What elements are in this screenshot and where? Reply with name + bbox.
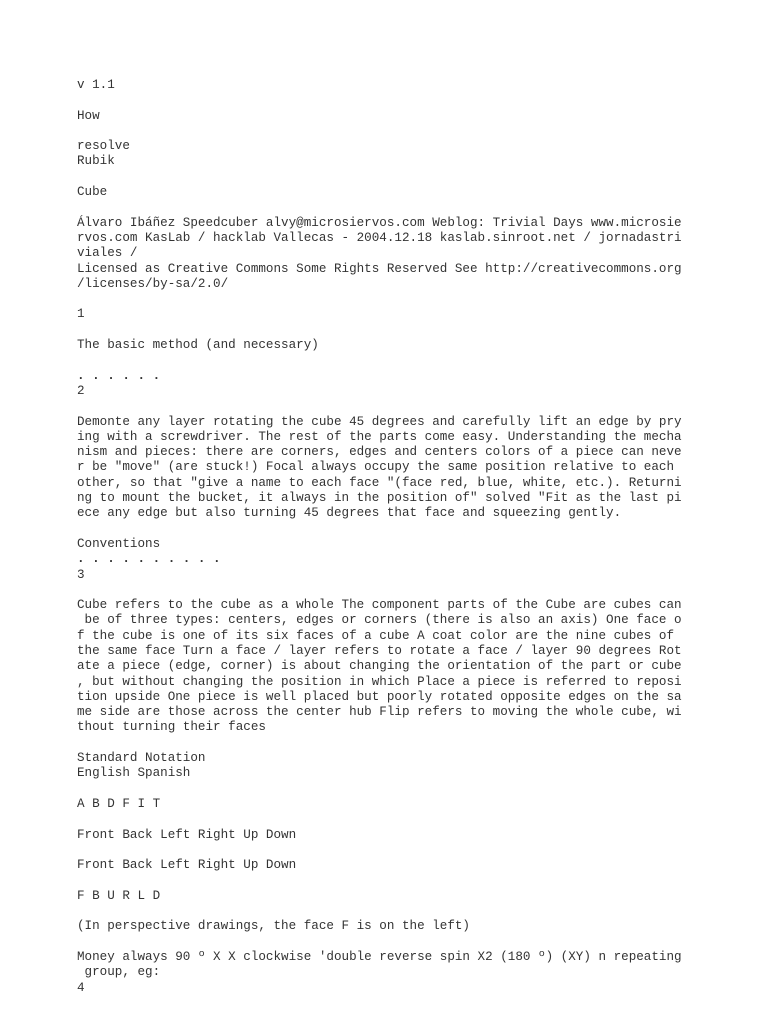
text-line: me side are those across the center hub Flip refers to moving the whole cube, wi (77, 705, 682, 720)
text-line: Front Back Left Right Up Down (77, 858, 297, 873)
text-line: ing with a screwdriver. The rest of the parts come easy. Understanding the mecha (77, 429, 682, 444)
text-line: ece any edge but also turning 45 degrees that face and squeezing gently. (77, 506, 622, 521)
text-line: Álvaro Ibáñez Speedcuber alvy@microsiervos.com Weblog: Trivial Days www.microsie (77, 215, 682, 230)
blank-line (77, 904, 697, 919)
text-line: Front Back Left Right Up Down (77, 827, 297, 842)
blank-line (77, 323, 697, 338)
text-line: The basic method (and necessary) (77, 338, 319, 353)
blank-line (77, 522, 697, 537)
blank-line (77, 399, 697, 414)
text-line: Demonte any layer rotating the cube 45 degrees and carefully lift an edge by pry (77, 414, 682, 429)
text-line: r be "move" (are stuck!) Focal always occupy the same position relative to each (77, 460, 675, 475)
text-line: F B U R L D (77, 888, 161, 903)
blank-line (77, 93, 697, 108)
dot-leader: . . . . . . . . . . (77, 552, 221, 567)
text-line: rvos.com KasLab / hacklab Vallecas - 2004.12.18 kaslab.sinroot.net / jornadastri (77, 230, 682, 245)
text-line: Conventions (77, 536, 161, 551)
text-line: English Spanish (77, 766, 191, 781)
text-line: Standard Notation (77, 751, 206, 766)
text-line: be of three types: centers, edges or corners (there is also an axis) One face o (77, 613, 682, 628)
blank-line (77, 353, 697, 368)
text-line: the same face Turn a face / layer refers to rotate a face / layer 90 degrees Rot (77, 643, 682, 658)
text-line: Cube (77, 185, 108, 200)
text-line: Rubik (77, 154, 115, 169)
document-page (77, 78, 697, 996)
page-number: 3 (77, 567, 85, 582)
text-line: group, eg: (77, 965, 161, 980)
text-line: ate a piece (edge, corner) is about changing the orientation of the part or cube (77, 659, 682, 674)
text-line: viales / (77, 246, 138, 261)
blank-line (77, 873, 697, 888)
text-line: thout turning their faces (77, 720, 266, 735)
text-line: Licensed as Creative Commons Some Rights Reserved See http://creativecommons.org (77, 261, 682, 276)
text-line: nism and pieces: there are corners, edges and centers colors of a piece can neve (77, 445, 682, 460)
blank-line (77, 782, 697, 797)
dot-leader: . . . . . . (77, 368, 161, 383)
text-line: v 1.1 (77, 78, 115, 92)
blank-line (77, 812, 697, 827)
blank-line (77, 736, 697, 751)
text-line: tion upside One piece is well placed but poorly rotated opposite edges on the sa (77, 689, 682, 704)
blank-line (77, 935, 697, 950)
text-line: resolve (77, 139, 130, 154)
text-line: Money always 90 º X X clockwise 'double reverse spin X2 (180 º) (XY) n repeating (77, 949, 682, 964)
text-line: (In perspective drawings, the face F is on the left) (77, 919, 470, 934)
text-line: A B D F I T (77, 796, 161, 811)
text-line: Cube refers to the cube as a whole The component parts of the Cube are cubes can (77, 598, 682, 613)
text-line: ng to mount the bucket, it always in the position of" solved "Fit as the last pi (77, 491, 682, 506)
blank-line (77, 170, 697, 185)
text-line: f the cube is one of its six faces of a cube A coat color are the nine cubes of (77, 628, 675, 643)
text-line: /licenses/by-sa/2.0/ (77, 276, 229, 291)
blank-line (77, 124, 697, 139)
text-line: How (77, 108, 100, 123)
page-number: 4 (77, 980, 85, 995)
blank-line (77, 583, 697, 598)
page-number: 2 (77, 383, 85, 398)
page-number: 1 (77, 307, 85, 322)
text-line: , but without changing the position in which Place a piece is referred to reposi (77, 674, 682, 689)
blank-line (77, 843, 697, 858)
blank-line (77, 292, 697, 307)
blank-line (77, 200, 697, 215)
text-line: other, so that "give a name to each face "(face red, blue, white, etc.). Returni (77, 475, 682, 490)
